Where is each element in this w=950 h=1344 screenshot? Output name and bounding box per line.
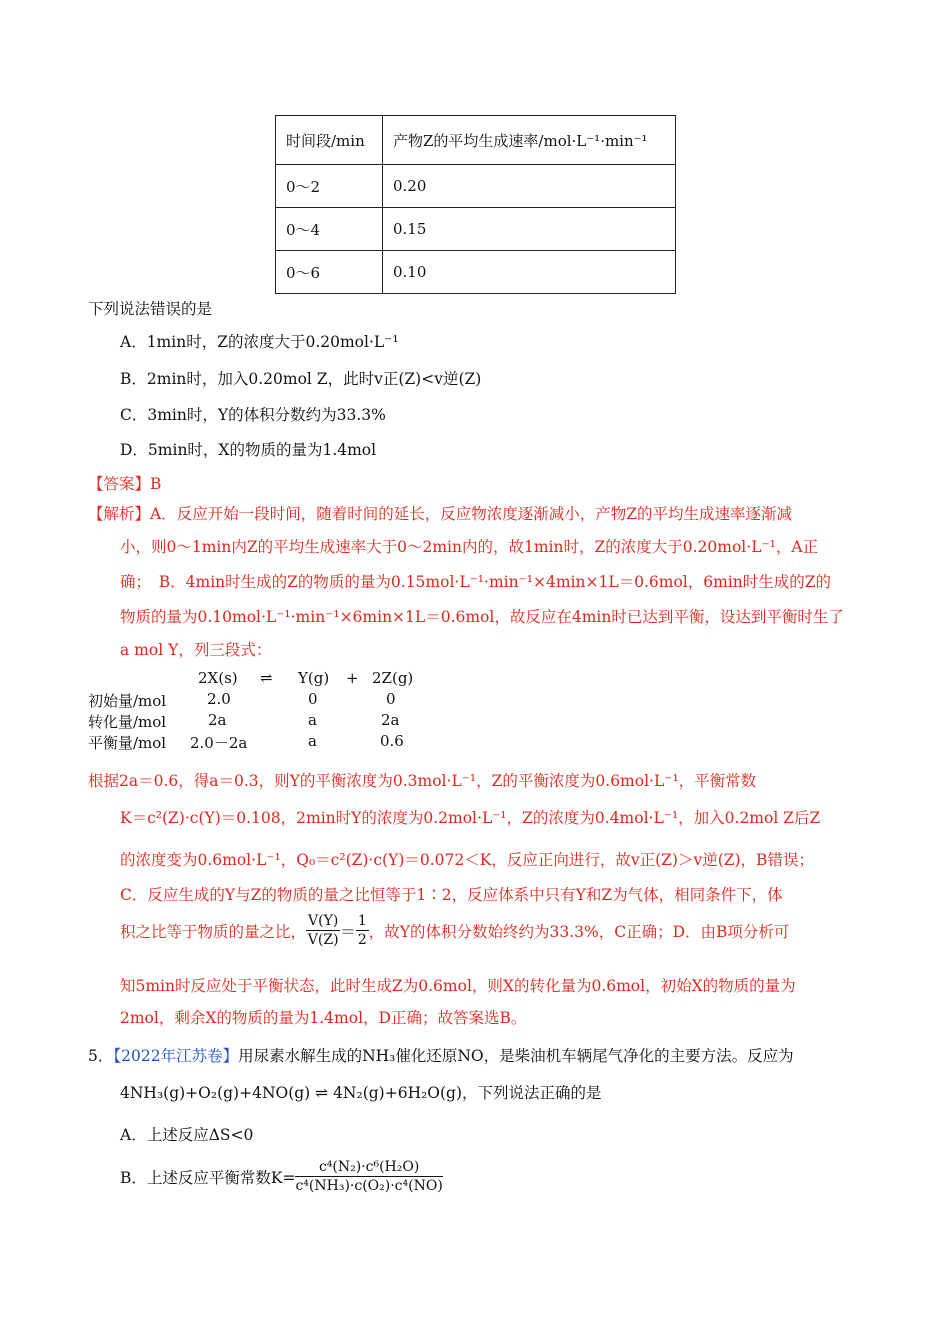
answer-label: 【答案】B — [88, 475, 162, 493]
table-header-row — [276, 116, 676, 165]
fraction-denominator: 2 — [357, 932, 367, 948]
q5-option-a: A．上述反应ΔS<0 — [120, 1126, 254, 1144]
equilibrium-constant-fraction — [295, 1158, 442, 1195]
q5-line — [88, 1044, 794, 1066]
table-cell: 0.10 — [383, 251, 676, 294]
ice-equation-plus: + — [346, 669, 359, 687]
table-cell: 0.20 — [383, 165, 676, 208]
table-cell: 0～2 — [276, 165, 383, 208]
fraction-numerator: 1 — [357, 913, 367, 929]
analysis-line: 2mol，剩余X的物质的量为1.4mol，D正确；故答案选B。 — [120, 1009, 527, 1027]
ice-cell: a — [308, 732, 317, 750]
table-row — [276, 165, 676, 208]
fraction — [356, 912, 369, 949]
ice-equation-arrow: ⇌ — [260, 669, 273, 687]
table-cell: 0.15 — [383, 208, 676, 251]
analysis-line: 的浓度变为0.6mol·L⁻¹，Q₀＝c²(Z)·c(Y)＝0.072＜K，反应正向进行，故v正(Z)＞v逆(Z)，B错误； — [120, 851, 814, 869]
ice-cell: 0.6 — [380, 732, 404, 750]
q5-equation-line — [120, 1081, 602, 1103]
table-cell: 0～6 — [276, 251, 383, 294]
ice-row-label: 转化量/mol — [88, 713, 167, 731]
table-cell: 0～4 — [276, 208, 383, 251]
fraction — [306, 912, 340, 949]
q5-equation: 4NH₃(g)+O₂(g)+4NO(g) ⇌ 4N₂(g)+6H₂O(g) — [120, 1084, 463, 1102]
table-row — [276, 251, 676, 294]
analysis-line: a mol Y，列三段式： — [120, 641, 272, 659]
ice-cell: 2a — [208, 711, 227, 729]
ice-row-label: 初始量/mol — [88, 692, 167, 710]
ice-cell: 0 — [308, 690, 318, 708]
analysis-line: 根据2a＝0.6，得a＝0.3，则Y的平衡浓度为0.3mol·L⁻¹，Z的平衡浓度为0.6mol·L⁻¹，平衡常数 — [88, 772, 757, 790]
analysis-line: K＝c²(Z)·c(Y)＝0.108，2min时Y的浓度为0.2mol·L⁻¹，Z的浓度为0.4mol·L⁻¹，加入0.2mol Z后Z — [120, 809, 821, 827]
ice-equation-y: Y(g) — [298, 669, 330, 687]
analysis-line: 知5min时反应处于平衡状态，此时生成Z为0.6mol，则X的转化量为0.6mol，初始X的物质的量为 — [120, 977, 796, 995]
analysis-fraction-line — [120, 912, 789, 949]
ice-cell: 2.0 — [207, 690, 231, 708]
question-prompt: 下列说法错误的是 — [88, 300, 213, 318]
analysis-line: 确； B．4min时生成的Z的物质的量为0.15mol·L⁻¹·min⁻¹×4min×1L＝0.6mol，6min时生成的Z的 — [120, 573, 832, 591]
ice-cell: 2.0－2a — [190, 734, 248, 752]
ice-equation-z: 2Z(g) — [372, 669, 414, 687]
fraction-denominator: c⁴(NH₃)·c(O₂)·c⁴(NO) — [295, 1178, 443, 1194]
analysis-text: ，故Y的体积分数始终约为33.3%，C正确；D．由B项分析可 — [368, 922, 790, 941]
ice-equation-x: 2X(s) — [198, 669, 238, 687]
q5-number: 5． — [88, 1047, 114, 1065]
option-c: C．3min时，Y的体积分数约为33.3% — [120, 406, 386, 424]
fraction-denominator: V(Z) — [307, 932, 339, 948]
equals-sign: ＝ — [340, 922, 356, 941]
ice-row-label: 平衡量/mol — [88, 734, 167, 752]
analysis-line: 物质的量为0.10mol·L⁻¹·min⁻¹×6min×1L＝0.6mol，故反应在4min时已达到平衡，设达到平衡时生了 — [120, 608, 844, 626]
q5-text: 用尿素水解生成的NH₃催化还原NO，是柴油机车辆尾气净化的主要方法。反应为 — [238, 1047, 794, 1065]
option-d: D．5min时，X的物质的量为1.4mol — [120, 441, 377, 459]
option-a: A．1min时，Z的浓度大于0.20mol·L⁻¹ — [120, 333, 399, 351]
table-header-cell: 时间段/min — [276, 116, 383, 165]
analysis-line: 【解析】A．反应开始一段时间，随着时间的延长，反应物浓度逐渐减小，产物Z的平均生成速率逐渐减 — [88, 505, 792, 523]
table-header-cell: 产物Z的平均生成速率/mol·L⁻¹·min⁻¹ — [383, 116, 676, 165]
rate-table — [275, 115, 676, 294]
ice-cell: 0 — [386, 690, 396, 708]
table-row — [276, 208, 676, 251]
fraction-numerator: V(Y) — [308, 913, 339, 929]
option-b: B．2min时，加入0.20mol Z，此时v正(Z)<v逆(Z) — [120, 370, 482, 388]
q5-source: 【2022年江苏卷】 — [113, 1047, 239, 1065]
q5-text: ，下列说法正确的是 — [462, 1084, 602, 1102]
ice-cell: 2a — [381, 711, 400, 729]
analysis-line: C．反应生成的Y与Z的物质的量之比恒等于1∶2，反应体系中只有Y和Z为气体，相同条件下，体 — [120, 886, 783, 904]
analysis-text: 积之比等于物质的量之比， — [120, 922, 307, 941]
q5-option-b-prefix: B．上述反应平衡常数K= — [120, 1168, 296, 1187]
ice-cell: a — [308, 711, 317, 729]
analysis-line: 小，则0～1min内Z的平均生成速率大于0～2min内的，故1min时，Z的浓度大于0.20mol·L⁻¹，A正 — [120, 538, 819, 556]
fraction-numerator: c⁴(N₂)·c⁶(H₂O) — [295, 1158, 442, 1177]
q5-option-b — [120, 1158, 443, 1195]
